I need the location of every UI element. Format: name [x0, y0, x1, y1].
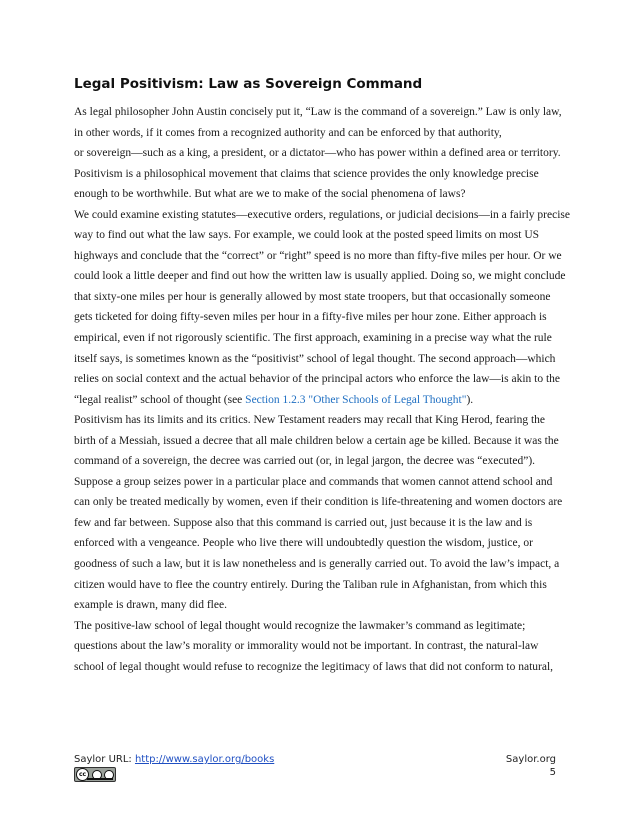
text-line: Positivism is a philosophical movement that claims that science provides the only knowledge precise [74, 167, 539, 180]
text-line: command of a sovereign, the decree was carried out (or, in legal jargon, the decree was “executed”). [74, 455, 536, 468]
text-line: few and far between. Suppose also that this command is carried out, just because it is the law and is [74, 516, 533, 529]
section-link[interactable]: Section 1.2.3 "Other Schools of Legal Thought" [245, 393, 467, 406]
text-line: highways and conclude that the “correct” or “right” speed is no more than fifty-five miles per hour. Or we [74, 249, 562, 262]
text-line: can only be treated medically by women, even if their condition is life-threatening and women doctors are [74, 496, 563, 509]
link-line-after: ). [466, 393, 474, 406]
text-line: We could examine existing statutes—executive orders, regulations, or judicial decisions—in a fairly precise [74, 208, 570, 221]
text-line: that sixty-one miles per hour is generally allowed by most state troopers, but that occasionally someone [74, 290, 551, 303]
text-line: could look a little deeper and find out how the written law is usually applied. Doing so, we might conclude [74, 270, 566, 283]
footer-source [74, 754, 274, 765]
text-line: in other words, if it comes from a recognized authority and can be enforced by that authority, [74, 126, 502, 139]
page-number: 5 [549, 767, 556, 778]
text-line: birth of a Messiah, issued a decree that all male children below a certain age be killed. Because it was the [74, 434, 559, 447]
text-line: gets ticketed for doing fifty-seven miles per hour in a fifty-five miles per hour zone. Either approach is [74, 311, 547, 324]
paragraph-block-2 [74, 410, 564, 677]
section-heading: Legal Positivism: Law as Sovereign Command [74, 76, 423, 92]
text-line: empirical, even if not rigorously scientific. The first approach, examining in a precise way what the rule [74, 332, 552, 345]
text-line: way to find out what the law says. For example, we could look at the posted speed limits on most US [74, 229, 540, 242]
text-line: example is drawn, many did flee. [74, 599, 227, 612]
creative-commons-license-icon[interactable] [74, 767, 116, 782]
text-line-with-link [74, 390, 564, 411]
link-line-before: “legal realist” school of thought (see [74, 393, 246, 406]
text-line: itself says, is sometimes known as the “positivist” school of legal thought. The second approach—which [74, 352, 556, 365]
text-line: Positivism has its limits and its critics. New Testament readers may recall that King Herod, fearing the [74, 414, 546, 427]
footer-site: Saylor.org [505, 754, 556, 765]
text-line: school of legal thought would refuse to recognize the legitimacy of laws that did not conform to natural, [74, 660, 554, 673]
footer-url-link[interactable]: http://www.saylor.org/books [134, 754, 275, 765]
footer-label: Saylor URL: [74, 754, 135, 765]
text-line: relies on social context and the actual behavior of the principal actors who enforce the law—is akin to the [74, 373, 561, 386]
text-line: or sovereign—such as a king, a president, or a dictator—who has power within a defined area or territory. [74, 147, 561, 160]
text-line: Suppose a group seizes power in a particular place and commands that women cannot attend school and [74, 475, 553, 488]
text-line: enforced with a vengeance. People who live there will undoubtedly question the wisdom, justice, or [74, 537, 533, 550]
body-text [74, 102, 570, 677]
text-line: The positive-law school of legal thought would recognize the lawmaker’s command as legitimate; [74, 619, 526, 632]
text-line: enough to be worthwhile. But what are we to make of the social phenomena of laws? [74, 188, 466, 201]
text-line: goodness of such a law, but it is law nonetheless and is generally carried out. To avoid the law’s impact, a [74, 558, 560, 571]
text-line: citizen would have to flee the country entirely. During the Taliban rule in Afghanistan, from which this [74, 578, 547, 591]
text-line: As legal philosopher John Austin concisely put it, “Law is the command of a sovereign.” Law is only law, [74, 106, 562, 118]
text-line: questions about the law’s morality or immorality would not be important. In contrast, the natural-law [74, 640, 539, 653]
paragraph-block-1 [74, 102, 570, 390]
cc-logo-icon: cc [76, 768, 89, 781]
